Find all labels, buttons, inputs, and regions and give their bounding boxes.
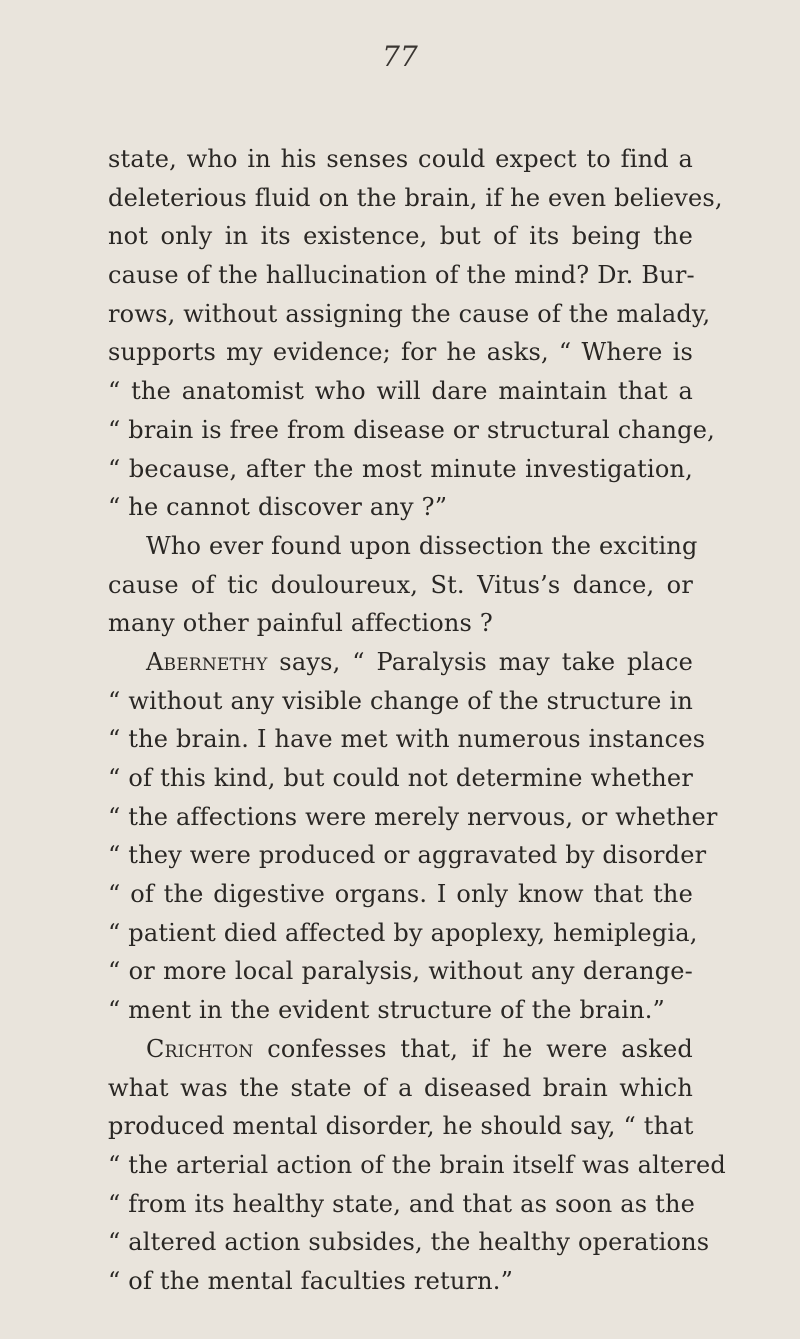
text-line: “ brain is free from disease or structural change, [108,415,715,444]
text-line: supports my evidence; for he asks, “ Where is [108,338,693,367]
text-line [108,1030,693,1069]
text-line: cause of the hallucination of the mind? Dr. Bur- [108,261,695,290]
text-line: “ from its healthy state, and that as soon as the [108,1189,696,1218]
text-line-rest: confesses that, if he were asked [267,1034,693,1063]
text-line: rows, without assigning the cause of the malady, [108,299,711,328]
text-line: what was the state of a diseased brain which [108,1073,693,1102]
text-line: “ patient died affected by apoplexy, hemiplegia, [108,918,698,947]
text-line: “ of the digestive organs. I only know that the [108,880,693,909]
text-line: state, who in his senses could expect to find a [108,145,693,173]
body-text [108,140,726,1301]
text-line: “ the anatomist who will dare maintain that a [108,377,693,406]
text-line: cause of tic douloureux, St. Vitus’s dance, or [108,570,693,599]
text-line: “ they were produced or aggravated by disorder [108,841,707,870]
text-line: not only in its existence, but of its being the [108,222,693,251]
text-line: “ because, after the most minute investigation, [108,454,693,483]
author-name-abernethy: Abernethy [146,647,268,676]
text-line: produced mental disorder, he should say, “ that [108,1112,694,1141]
text-line: “ of the mental faculties return.” [108,1266,514,1295]
text-line [108,643,693,682]
text-line: many other painful affections ? [108,609,493,638]
text-line: “ the brain. I have met with numerous instances [108,725,706,754]
text-line-rest: says, “ Paralysis may take place [279,647,693,676]
page-number: 77 [382,40,418,73]
author-name-crichton: Crichton [146,1034,254,1063]
text-line: “ the arterial action of the brain itself was altered [108,1150,726,1179]
text-line: deleterious fluid on the brain, if he even believes, [108,183,723,212]
text-line: “ or more local paralysis, without any derange- [108,957,693,986]
text-line: “ without any visible change of the structure in [108,686,693,715]
text-line: “ the affections were merely nervous, or whether [108,802,718,831]
text-line: “ of this kind, but could not determine whether [108,764,693,792]
text-line: “ altered action subsides, the healthy operations [108,1228,710,1257]
text-line: Who ever found upon dissection the exciting [146,531,698,560]
text-line: “ ment in the evident structure of the brain.” [108,996,666,1025]
text-line: “ he cannot discover any ?” [108,493,448,522]
